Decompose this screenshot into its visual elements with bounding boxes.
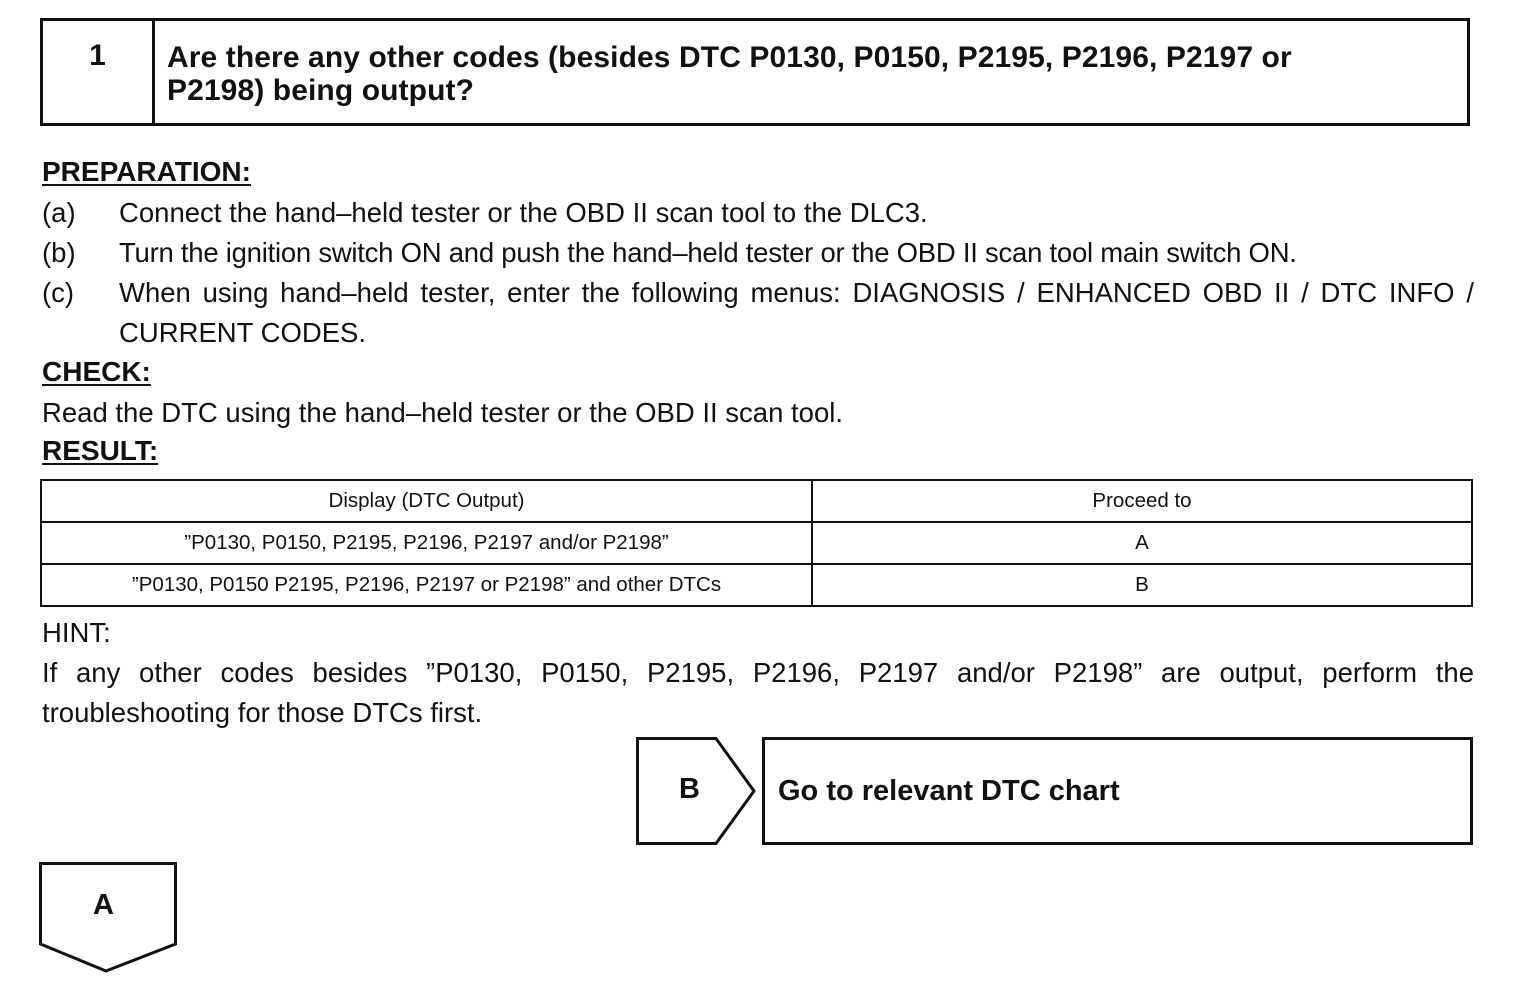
result-table-header-row bbox=[41, 480, 1472, 522]
preparation-item-c-label: (c) bbox=[42, 277, 75, 308]
column-header-proceed: Proceed to bbox=[812, 480, 1472, 522]
step-question bbox=[155, 21, 1467, 123]
preparation-item-b-text: Turn the ignition switch ON and push the hand–held tester or the OBD II scan tool main switch ON. bbox=[119, 237, 1297, 268]
branch-a-arrow bbox=[39, 862, 177, 974]
result-table bbox=[40, 479, 1473, 607]
column-header-display: Display (DTC Output) bbox=[41, 480, 812, 522]
step-number: 1 bbox=[43, 21, 155, 123]
table-row bbox=[41, 522, 1472, 564]
branch-b-arrow bbox=[636, 737, 758, 845]
hint-heading: HINT: bbox=[42, 617, 111, 648]
step-header-box bbox=[40, 18, 1470, 126]
step-question-line-1: Are there any other codes (besides DTC P0130, P0150, P2195, P2196, P2197 or bbox=[167, 41, 1292, 74]
preparation-heading: PREPARATION: bbox=[42, 156, 251, 187]
result-heading: RESULT: bbox=[42, 435, 159, 466]
preparation-item-b-label: (b) bbox=[42, 237, 76, 268]
hint-text: If any other codes besides ”P0130, P0150, P2195, P2196, P2197 and/or P2198” are output, perform the troubleshooting for those DTCs first. bbox=[42, 657, 1474, 728]
check-heading: CHECK: bbox=[42, 356, 151, 387]
branch-b-label: B bbox=[679, 773, 700, 805]
preparation-item-a-label: (a) bbox=[42, 197, 76, 228]
preparation-item-c-text: When using hand–held tester, enter the following menus: DIAGNOSIS / ENHANCED OBD II / DTC INFO / CURRENT CODES. bbox=[119, 277, 1474, 348]
preparation-item-a bbox=[42, 193, 1474, 233]
branch-a-label: A bbox=[93, 889, 114, 921]
table-cell-proceed: B bbox=[812, 564, 1472, 606]
step-question-line-2: P2198) being output? bbox=[167, 74, 475, 107]
preparation-item-c bbox=[42, 273, 1474, 353]
preparation-item-a-text: Connect the hand–held tester or the OBD II scan tool to the DLC3. bbox=[119, 197, 928, 228]
check-text: Read the DTC using the hand–held tester or the OBD II scan tool. bbox=[42, 397, 844, 428]
table-cell-display: ”P0130, P0150 P2195, P2196, P2197 or P2198” and other DTCs bbox=[41, 564, 812, 606]
go-to-dtc-chart-box: Go to relevant DTC chart bbox=[762, 737, 1473, 845]
table-cell-proceed: A bbox=[812, 522, 1472, 564]
table-row bbox=[41, 564, 1472, 606]
preparation-item-b bbox=[42, 233, 1474, 273]
table-cell-display: ”P0130, P0150, P2195, P2196, P2197 and/or P2198” bbox=[41, 522, 812, 564]
